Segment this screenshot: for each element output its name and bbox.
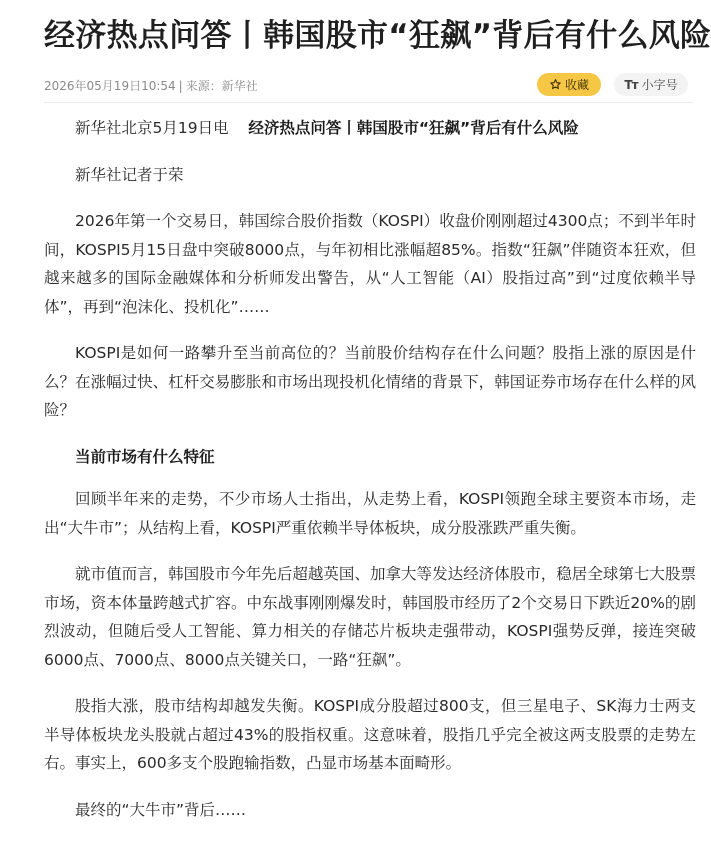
article-body — [44, 110, 696, 842]
lead-title: 经济热点问答丨韩国股市“狂飙”背后有什么风险 — [248, 119, 579, 137]
source-name: 新华社 — [221, 79, 258, 93]
paragraph-5: 股指大涨，股市结构却越发失衡。KOSPI成分股超过800支，但三星电子、SK海力士两支半导体板块龙头股就占超过43%的股指权重。这意味着，股指几乎完全被这两支股票的走势左右。事实上，600多支个股跑输指数，凸显市场基本面畸形。 — [44, 697, 696, 772]
source-label: 来源： — [185, 79, 222, 93]
publish-date: 2026年05月19日10:54 — [44, 79, 176, 93]
lead-paragraph — [44, 114, 696, 143]
article-meta — [44, 77, 258, 94]
paragraph-4: 就市值而言，韩国股市今年先后超越英国、加拿大等发达经济体股市，稳居全球第七大股票市场，资本体量跨越式扩容。中东战事刚刚爆发时，韩国股市经历了2个交易日下跌近20%的剧烈波动，但随后受人工智能、算力相关的存储芯片板块走强带动，KOSPI强势反弹，接连突破6000点、7000点、8000点关键关口，一路“狂飙”。 — [44, 565, 696, 669]
paragraph-1: 2026年第一个交易日，韩国综合股价指数（KOSPI）收盘价刚刚超过4300点；不到半年时间，KOSPI5月15日盘中突破8000点，与年初相比涨幅超85%。指数“狂飙”伴随资本狂欢，但越来越多的国际金融媒体和分析师发出警告，从“人工智能（AI）股指过高”到“过度依赖半导体”，再到“泡沫化、投机化”…… — [44, 212, 696, 316]
font-size-label: 小字号 — [641, 78, 678, 92]
section-heading: 当前市场有什么特征 — [75, 447, 215, 466]
article-title: 经济热点问答丨韩国股市“狂飙”背后有什么风险 — [44, 18, 711, 54]
paragraph-3: 回顾半年来的走势，不少市场人士指出，从走势上看，KOSPI领跑全球主要资本市场，走出“大牛市”；从结构上看，KOSPI严重依赖半导体板块，成分股涨跌严重失衡。 — [44, 490, 696, 537]
meta-separator: | — [178, 79, 183, 93]
favorite-label: 收藏 — [564, 78, 589, 92]
text-size-icon: Tт — [624, 77, 638, 92]
reporter-line: 新华社记者于荣 — [75, 165, 184, 184]
font-size-button[interactable] — [614, 73, 688, 96]
paragraph-2: KOSPI是如何一路攀升至当前高位的？当前股价结构存在什么问题？股指上涨的原因是什么？在涨幅过快、杠杆交易膨胀和市场出现投机化情绪的背景下，韩国证券市场存在什么样的风险？ — [44, 344, 696, 419]
paragraph-6: 最终的“大牛市”背后…… — [75, 800, 247, 819]
star-icon — [549, 78, 562, 91]
favorite-button[interactable] — [537, 73, 601, 96]
lead-prefix: 新华社北京5月19日电 — [75, 119, 229, 137]
article-meta-bar — [44, 70, 694, 103]
